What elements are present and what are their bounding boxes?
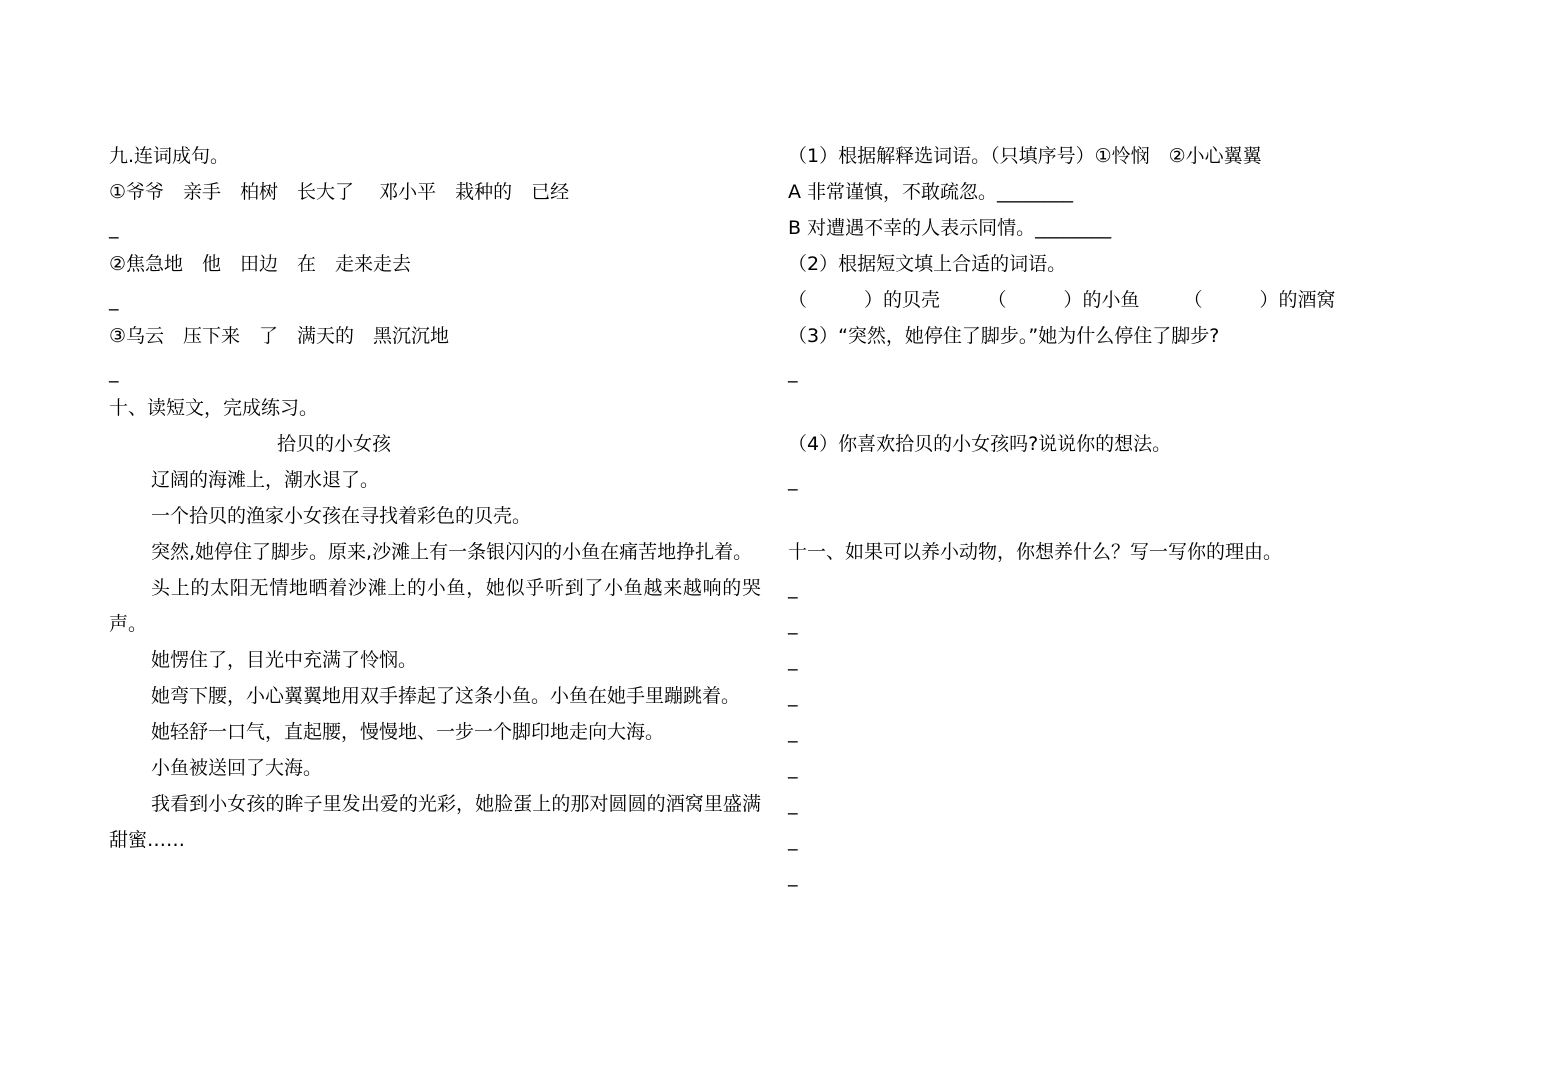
left-column [109,138,761,858]
question-2: （2）根据短文填上合适的词语。 [788,253,1067,275]
answer-line[interactable]: _ [788,865,798,887]
spacer [788,498,1428,534]
answer-line[interactable]: _ [788,685,798,707]
story-paragraph: 辽阔的海滩上，潮水退了。 [151,469,380,491]
answer-line[interactable]: _ [788,757,798,779]
story-title: 拾贝的小女孩 [277,433,392,455]
section-10-heading: 十、读短文，完成练习。 [109,397,319,419]
answer-line[interactable]: _ [788,649,798,671]
story-paragraph: 突然,她停住了脚步。原来,沙滩上有一条银闪闪的小鱼在痛苦地挣扎着。 [151,541,753,563]
story-paragraph: 她轻舒一口气，直起腰，慢慢地、一步一个脚印地走向大海。 [151,721,665,743]
answer-line[interactable]: _ [788,361,798,383]
answer-line[interactable]: _ [788,469,798,491]
story-paragraph: 小鱼被送回了大海。 [151,757,323,779]
answer-line[interactable]: _ [788,793,798,815]
question-1-a: A 非常谨慎，不敢疏忽。________ [788,181,1074,203]
section-11-heading: 十一、如果可以养小动物，你想养什么？写一写你的理由。 [788,541,1283,563]
answer-line[interactable]: _ [788,829,798,851]
story-paragraph: 我看到小女孩的眸子里发出爱的光彩，她脸蛋上的那对圆圆的酒窝里盛满甜蜜…… [109,793,761,851]
answer-line[interactable]: _ [788,721,798,743]
answer-line[interactable]: _ [109,361,119,383]
question-1-b: B 对遭遇不幸的人表示同情。________ [788,217,1112,239]
story-paragraph: 一个拾贝的渔家小女孩在寻找着彩色的贝壳。 [151,505,532,527]
story-body [109,462,761,858]
story-paragraph: 她弯下腰，小心翼翼地用双手捧起了这条小鱼。小鱼在她手里蹦跳着。 [151,685,741,707]
section-9-question-2: ②焦急地 他 田边 在 走来走去 [109,253,412,275]
answer-line[interactable]: _ [788,613,798,635]
question-1: （1）根据解释选词语。（只填序号）①怜悯 ②小心翼翼 [788,145,1262,167]
section-9-question-1: ①爷爷 亲手 柏树 长大了 邓小平 栽种的 已经 [109,181,570,203]
story-paragraph: 她愣住了，目光中充满了怜悯。 [151,649,418,671]
story-paragraph: 头上的太阳无情地晒着沙滩上的小鱼，她似乎听到了小鱼越来越响的哭声。 [109,577,761,635]
answer-line[interactable]: _ [109,217,119,239]
answer-line[interactable]: _ [788,577,798,599]
question-3: （3）“突然，她停住了脚步。”她为什么停住了脚步? [788,325,1220,347]
spacer [788,390,1428,426]
question-2-blanks[interactable]: （ ）的贝壳 （ ）的小鱼 （ ）的酒窝 [788,289,1336,311]
section-9-question-3: ③乌云 压下来 了 满天的 黑沉沉地 [109,325,450,347]
question-4: （4）你喜欢拾贝的小女孩吗?说说你的想法。 [788,433,1172,455]
right-column [788,138,1428,894]
answer-line[interactable]: _ [109,289,119,311]
section-9-heading: 九.连词成句。 [109,145,230,167]
